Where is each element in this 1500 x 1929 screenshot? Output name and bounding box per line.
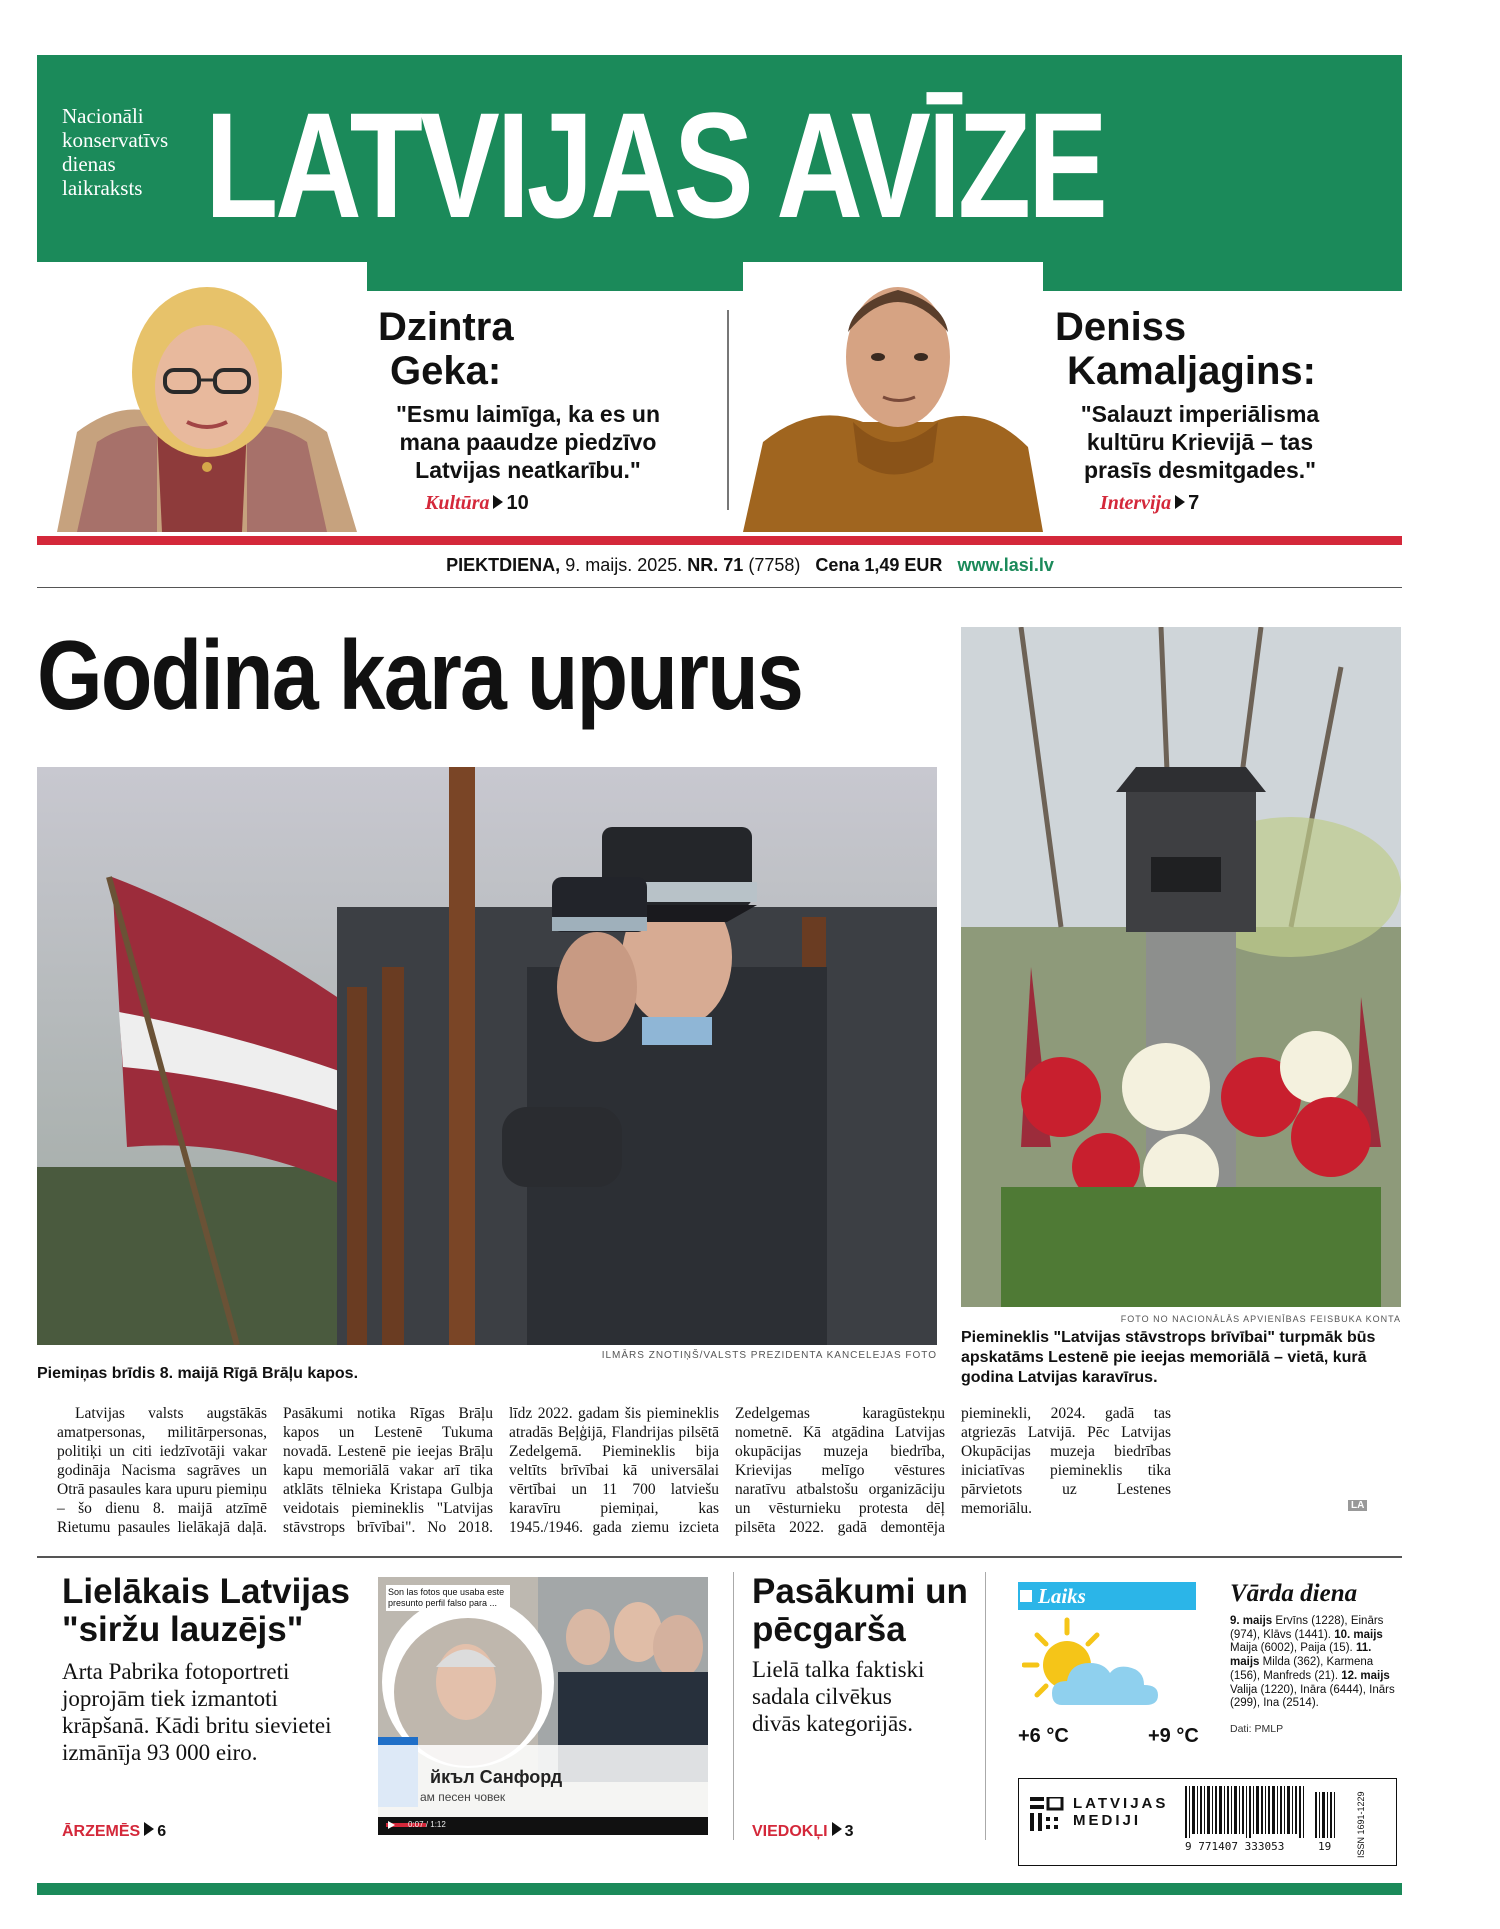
name-day-names: Maija (6002), Paija (15). [1230,1642,1353,1655]
photo-credit: ILMĀRS ZNOTIŅŠ/VALSTS PREZIDENTA KANCELEJAS FOTO [601,1350,937,1361]
section-rule [37,1556,1402,1558]
barcode-icon [1185,1786,1365,1838]
red-rule [37,536,1402,545]
arrow-right-icon [1175,495,1185,509]
teaser-person-name[interactable] [378,305,514,393]
barcode-addon: 19 [1318,1840,1332,1853]
name-line: Geka: [390,349,502,393]
arrow-right-icon [493,495,503,509]
square-icon [1020,1590,1032,1602]
section-name: VIEDOKĻI [752,1823,828,1840]
section-name: Kultūra [425,492,490,514]
publisher-logo-text [1073,1795,1168,1829]
issue-number: NR. 71 [687,555,744,575]
tagline-line: konservatīvs [62,128,169,152]
page-number: 7 [1188,492,1200,514]
barcode-number: 9 771407 333053 [1185,1840,1285,1853]
screenshot-name-text: йкъл Санфорд [430,1767,563,1787]
name-day-date: 10. maijs [1334,1628,1383,1641]
photo-caption: Piemiņas brīdis 8. maijā Rīgā Brāļu kapos. [37,1365,359,1382]
arrow-right-icon [144,1822,154,1836]
logo-line: LATVIJAS [1073,1795,1169,1812]
logo-line: MEDIJI [1073,1812,1142,1829]
teaser-photo-geka[interactable] [37,262,367,532]
sun-behind-cloud-icon [1022,1615,1172,1715]
column-divider [985,1572,986,1840]
section-name: Intervija [1100,492,1172,514]
page-number: 3 [844,1823,854,1840]
photo-caption: Piemineklis "Latvijas stāvstrops brīvībai" turpmāk būs apskatāms Lestenē pie ieejas memoriālā – vietā, kurā godina Latvijas karavīrus. [961,1329,1376,1386]
name-day-list [1230,1615,1395,1711]
name-line: Dzintra [378,305,514,349]
name-day-names: Ervīns (1228), Einārs (974), Klāvs (1441). [1230,1615,1384,1641]
issue-total: (7758) [748,555,801,575]
tagline-line: dienas [62,152,116,176]
promo-text: Lielā talka faktiski sadala cilvēkus divās kategorijās. [752,1657,925,1736]
weekday: PIEKTDIENA, [446,555,561,575]
tagline-line: laikraksts [62,176,143,200]
name-day-source: Dati: PMLP [1230,1723,1284,1735]
weather-label: Laiks [1038,1584,1086,1608]
website-link[interactable]: www.lasi.lv [957,555,1054,575]
screenshot-overlay-text: Son las fotos que usaba este presunto perfil falso para ... [386,1585,510,1611]
dateline [0,555,1500,576]
lead-article-body [57,1404,1397,1554]
newspaper-title[interactable]: LATVIJAS AVĪZE [205,81,1105,249]
play-icon[interactable] [388,1821,395,1829]
footer-green-rule [37,1883,1402,1895]
temperature-low: +6 °C [1018,1725,1069,1747]
teaser-divider [727,310,729,510]
name-day-names: Valija (1220), Ināra (6444), Inārs (299), Ina (2514). [1230,1683,1395,1710]
promo-screenshot[interactable] [378,1577,708,1835]
name-line: Deniss [1055,305,1187,349]
page-number: 10 [506,492,529,514]
lead-headline[interactable]: Godina kara upurus [37,620,803,730]
teaser-quote: "Esmu laimīga, ka es un mana paaudze piedzīvo Latvijas neatkarību." [395,401,660,483]
page-number: 6 [157,1823,167,1840]
price: Cena 1,49 EUR [815,555,943,575]
article-text [57,1404,1397,1554]
teaser-photo-kamaljagins[interactable] [743,262,1043,532]
issn-number: ISSN 1691-1229 [1356,1791,1366,1858]
issue-date: 9. maijs. 2025. [565,555,683,575]
name-day-names: Milda (362), Karmena (156), Manfreds (21). [1230,1656,1374,1682]
dateline-rule [37,587,1402,588]
lead-photo-honor-guard[interactable] [37,767,937,1345]
column-divider [733,1572,734,1840]
teaser-page-link[interactable] [1100,492,1199,515]
side-photo-monument[interactable] [961,627,1401,1307]
teaser-person-name[interactable] [1055,305,1316,393]
promo-page-link[interactable] [752,1822,853,1841]
article-paragraph: Latvijas valsts augstākās amatpersonas, militārpersonas, politiķi un citi iedzīvotāji vakar godināja Nacisma sagrāves un Otrā pasaules kara upuru piemiņu – šo dienu 8. maijā atzīmē Rietumu pasaules lielākajā daļā. Pasākumi notika Rīgas Brāļu kapos un Lestenē Tukuma novadā. Lestenē pie ieejas Brāļu kapu memoriālā vakar arī tika atklāts tēlnieka Kristapa Gulbja veidotais piemineklis "Latvijas stāvstrops brīvībai". No 2018. līdz 2022. gadam šis piemineklis atradās Beļģijā, Flandrijas pilsētā Zedelgemā. Piemineklis bija veltīts brīvībai kā universālai vērtībai un 11 700 latviešu karavīru piemiņai, kas 1945./1946. gada ziemu izcieta Zedelgemas karagūstekņu nometnē. Kā atgādina Latvijas okupācijas muzeja biedrība, Krievijas melīgo vēstures naratīvu atbalstošu organizāciju un vēsturnieku protesta dēļ pilsēta 2022. gadā demontēja pieminekli, 2024. gadā tas atgriezās Latvijā. Pēc Latvijas Okupācijas muzeja biedrības iniciatīvas piemineklis tika pārvietots uz Lestenes memoriālu. [57,1405,1171,1536]
teaser-page-link[interactable] [425,492,529,515]
teaser-quote: "Salauzt imperiālisma kultūru Krievijā – tas prasīs desmitgades." [1080,401,1320,483]
photo-credit: FOTO NO NACIONĀLĀS APVIENĪBAS FEISBUKA KONTA [1120,1314,1401,1324]
name-day-date: 9. maijs [1230,1615,1273,1627]
masthead-tagline [62,104,212,200]
arrow-right-icon [832,1822,842,1836]
name-day-date: 11. maijs [1230,1642,1372,1669]
tagline-line: Nacionāli [62,104,144,128]
temperature-high: +9 °C [1148,1725,1199,1747]
section-name: ĀRZEMĒS [62,1823,141,1840]
video-time: 0:07 / 1:12 [408,1820,446,1829]
latvijas-mediji-logo-icon [1030,1797,1066,1833]
promo-page-link[interactable] [62,1822,166,1841]
promo-text: Arta Pabrika fotoportreti joprojām tiek izmantoti krāpšanā. Kādi britu sievietei izmānīja 93 000 eiro. [62,1659,332,1765]
name-line: Kamaljagins: [1067,349,1316,393]
promo-title[interactable]: Pasākumi un pēcgarša [752,1572,968,1649]
screenshot-sub-text: ам песен човек [420,1790,506,1804]
name-day-date: 12. maijs [1341,1669,1390,1682]
name-day-title: Vārda diena [1230,1580,1358,1607]
promo-title[interactable]: Lielākais Latvijas "siržu lauzējs" [62,1572,350,1649]
signoff-badge: LA [1348,1500,1367,1511]
